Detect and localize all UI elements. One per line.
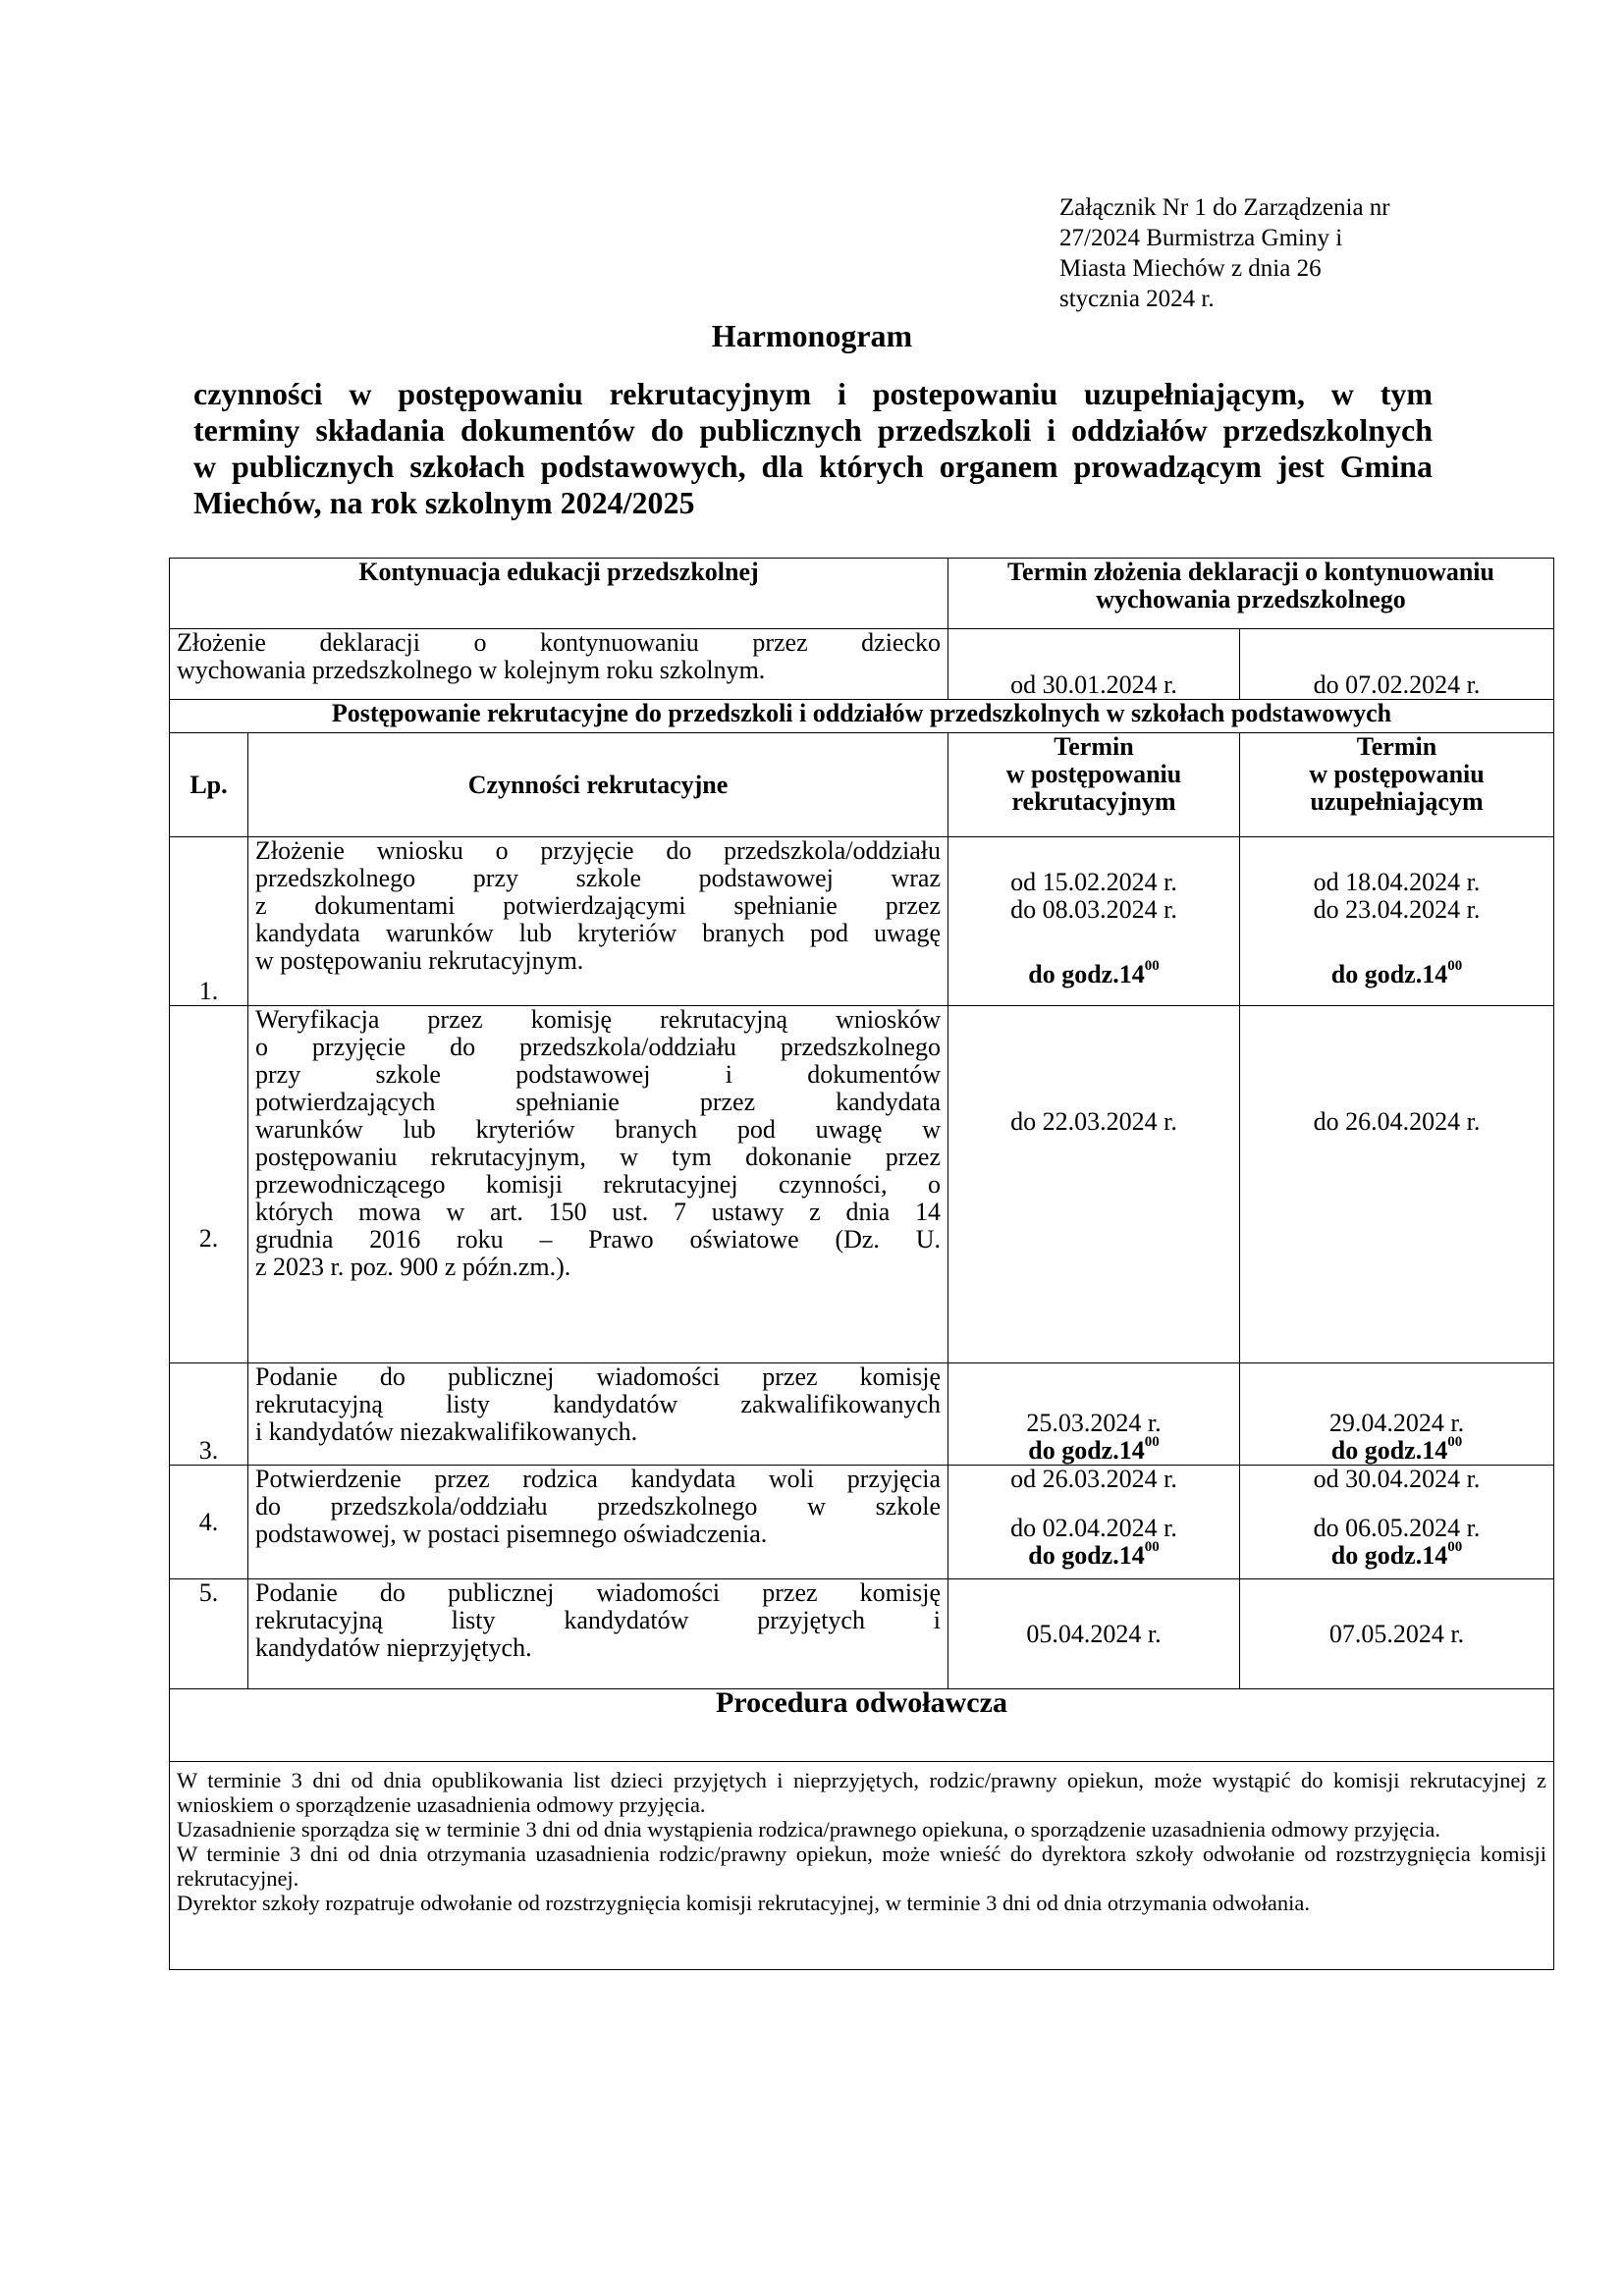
header-line: rekrutacyjnym	[1011, 787, 1176, 816]
text-line: przedszkolnego przy szkole podstawowej wraz	[255, 864, 941, 892]
term-hour: do $godz.14^{00}$	[1330, 1539, 1463, 1570]
text-line: z 2023 r. poz. 900 z późn.zm.).	[255, 1253, 571, 1281]
text-line: i kandydatów niezakwalifikowanych.	[255, 1417, 638, 1446]
term-from: od 15.02.2024 r.	[1010, 868, 1177, 896]
term-to: do 08.03.2024 r.	[1010, 895, 1177, 924]
text-line: z dokumentami potwierdzającymi spełnianie przez	[255, 891, 941, 920]
row-number: 4.	[170, 1466, 248, 1579]
text-line: wychowania przedszkolnego w kolejnym roku szkolnym.	[177, 656, 766, 684]
term-to: do 02.04.2024 r.	[1010, 1514, 1177, 1542]
row-activity	[248, 1466, 948, 1579]
row-supplementary-term	[1240, 1006, 1554, 1363]
document-subtitle	[193, 376, 1433, 521]
subtitle-line: terminy składania dokumentów do publicznych przedszkoli i oddziałów przedszkolnych	[193, 412, 1433, 448]
row-main-term: 05.04.2024 r.	[948, 1579, 1240, 1689]
header-line: Termin	[1054, 732, 1134, 761]
text-line: do przedszkola/oddziału przedszkolnego w szkole	[255, 1492, 941, 1521]
text-line: rekrutacyjną listy kandydatów zakwalifikowanych	[255, 1390, 941, 1418]
table-row	[170, 1579, 1554, 1689]
table-row	[170, 1363, 1554, 1466]
text-line: warunków lub kryteriów branych pod uwagę w	[255, 1115, 941, 1144]
attachment-line: stycznia 2024 r.	[1059, 286, 1215, 312]
text-line: podstawowej, w postaci pisemnego oświadczenia.	[255, 1520, 768, 1548]
term-from: od 18.04.2024 r.	[1313, 868, 1481, 896]
subtitle-line: Miechów, na rok szkolnym 2024/2025	[193, 485, 695, 520]
procedure-paragraph: W terminie 3 dni od dnia otrzymania uzasadnienia rodzic/prawny opiekun, może wnieść do dyrektora szkoły odwołanie od rozstrzygnięcia komisji rekrutacyjnej.	[177, 1842, 1546, 1891]
procedure-paragraph: Dyrektor szkoły rozpatruje odwołanie od rozstrzygnięcia komisji rekrutacyjnej, w terminie 3 dni od dnia otrzymania odwołania.	[177, 1891, 1311, 1915]
recruitment-section-title: Postępowanie rekrutacyjne do przedszkoli i oddziałów przedszkolnych w szkołach podstawowych	[170, 700, 1554, 733]
row-activity	[248, 1579, 948, 1689]
row-supplementary-term	[1240, 837, 1554, 1006]
row-number: 5.	[170, 1579, 248, 1689]
column-header-activities: Czynności rekrutacyjne	[248, 733, 948, 837]
text-line: grudnia 2016 roku – Prawo oświatowe (Dz. U.	[255, 1225, 941, 1254]
table-row	[170, 1466, 1554, 1579]
row-activity	[248, 1363, 948, 1466]
row-main-term	[948, 1363, 1240, 1466]
row-activity	[248, 837, 948, 1006]
procedure-text-row	[170, 1762, 1554, 1970]
continuation-header-row	[170, 559, 1554, 629]
term-to: do 22.03.2024 r.	[1010, 1107, 1177, 1136]
row-main-term	[948, 837, 1240, 1006]
header-line: uzupełniającym	[1310, 787, 1484, 816]
continuation-header-left: Kontynuacja edukacji przedszkolnej	[170, 559, 948, 629]
text-line: Złożenie wniosku o przyjęcie do przedszkola/oddziału	[255, 836, 941, 865]
row-supplementary-term	[1240, 1363, 1554, 1466]
term-hour: do $godz.14^{00}$	[1330, 958, 1463, 988]
table-row	[170, 837, 1554, 1006]
term-date: 29.04.2024 r.	[1328, 1409, 1465, 1437]
term-hour: do $godz.14^{00}$	[1330, 1434, 1463, 1465]
row-number: 1.	[170, 837, 248, 1006]
text-line: przy szkole podstawowej i dokumentów	[255, 1060, 941, 1089]
term-from: od 26.03.2024 r.	[1010, 1465, 1177, 1493]
term-hour: do $godz.14^{00}$	[1028, 1434, 1160, 1465]
row-main-term	[948, 1006, 1240, 1363]
term-to: do 23.04.2024 r.	[1313, 895, 1481, 924]
procedure-title-row	[170, 1689, 1554, 1762]
attachment-note	[1059, 192, 1442, 314]
row-activity	[248, 1006, 948, 1363]
row-number: 2.	[170, 1006, 248, 1363]
text-line: przewodniczącego komisji rekrutacyjnej czynności, o	[255, 1170, 941, 1199]
continuation-to: do 07.02.2024 r.	[1240, 629, 1554, 700]
column-header-supplementary-term	[1240, 733, 1554, 837]
row-number: 3.	[170, 1363, 248, 1466]
procedure-title: Procedura odwoławcza	[170, 1689, 1554, 1762]
term-from: od 30.04.2024 r.	[1313, 1465, 1481, 1493]
text-line: o przyjęcie do przedszkola/oddziału przedszkolnego	[255, 1033, 941, 1061]
continuation-text	[170, 629, 948, 700]
section-title-row	[170, 700, 1554, 733]
text-line: Złożenie deklaracji o kontynuowaniu przez dziecko	[177, 628, 941, 657]
text-line: rekrutacyjną listy kandydatów przyjętych i	[255, 1606, 941, 1634]
column-header-lp: Lp.	[170, 733, 248, 837]
procedure-paragraph: W terminie 3 dni od dnia opublikowania list dzieci przyjętych i nieprzyjętych, rodzic/prawny opiekun, może wystąpić do komisji rekrutacyjnej z wnioskiem o sporządzenie uzasadnienia odmowy przyjęcia.	[177, 1768, 1546, 1817]
table-row	[170, 1006, 1554, 1363]
column-header-main-term	[948, 733, 1240, 837]
text-line: w postępowaniu rekrutacyjnym.	[255, 946, 584, 975]
column-header-row	[170, 733, 1554, 837]
attachment-line: Miasta Miechów z dnia 26	[1059, 255, 1322, 282]
text-line: kandydata warunków lub kryteriów branych pod uwagę	[255, 919, 941, 947]
row-supplementary-term: 07.05.2024 r.	[1240, 1579, 1554, 1689]
header-line: w postępowaniu	[1005, 760, 1182, 788]
term-hour: do $godz.14^{00}$	[1028, 958, 1160, 988]
continuation-header-right: Termin złożenia deklaracji o kontynuowaniu wychowania przedszkolnego	[948, 559, 1554, 629]
text-line: Podanie do publicznej wiadomości przez komisję	[255, 1362, 941, 1391]
text-line: postępowaniu rekrutacyjnym, w tym dokonanie przez	[255, 1143, 941, 1171]
subtitle-line: w publicznych szkołach podstawowych, dla których organem prowadzącym jest Gmina	[193, 449, 1433, 484]
text-line: Weryfikacja przez komisję rekrutacyjną wniosków	[255, 1005, 941, 1034]
procedure-text	[170, 1762, 1554, 1970]
text-line: Podanie do publicznej wiadomości przez komisję	[255, 1578, 941, 1607]
continuation-row	[170, 629, 1554, 700]
attachment-line: Załącznik Nr 1 do Zarządzenia nr	[1059, 194, 1390, 221]
subtitle-line: czynności w postępowaniu rekrutacyjnym i postepowaniu uzupełniającym, w tym	[193, 376, 1433, 411]
attachment-line: 27/2024 Burmistrza Gminy i	[1059, 225, 1343, 251]
term-hour: do $godz.14^{00}$	[1028, 1539, 1160, 1570]
schedule-table	[169, 558, 1554, 1970]
term-to: do 06.05.2024 r.	[1313, 1514, 1481, 1542]
header-line: w postępowaniu	[1309, 760, 1485, 788]
continuation-from: od 30.01.2024 r.	[948, 629, 1240, 700]
term-date: 25.03.2024 r.	[1026, 1409, 1162, 1437]
document-title: Harmonogram	[711, 318, 913, 353]
row-supplementary-term	[1240, 1466, 1554, 1579]
row-main-term	[948, 1466, 1240, 1579]
text-line: których mowa w art. 150 ust. 7 ustawy z dnia 14	[255, 1198, 941, 1226]
term-to: do 26.04.2024 r.	[1313, 1107, 1481, 1136]
procedure-paragraph: Uzasadnienie sporządza się w terminie 3 dni od dnia wystąpienia rodzica/prawnego opiekuna, o sporządzenie uzasadnienia odmowy przyjęcia.	[177, 1817, 1441, 1842]
text-line: potwierdzających spełnianie przez kandydata	[255, 1088, 941, 1116]
header-line: Termin	[1356, 732, 1437, 761]
text-line: kandydatów nieprzyjętych.	[255, 1633, 532, 1662]
text-line: Potwierdzenie przez rodzica kandydata woli przyjęcia	[255, 1465, 941, 1493]
